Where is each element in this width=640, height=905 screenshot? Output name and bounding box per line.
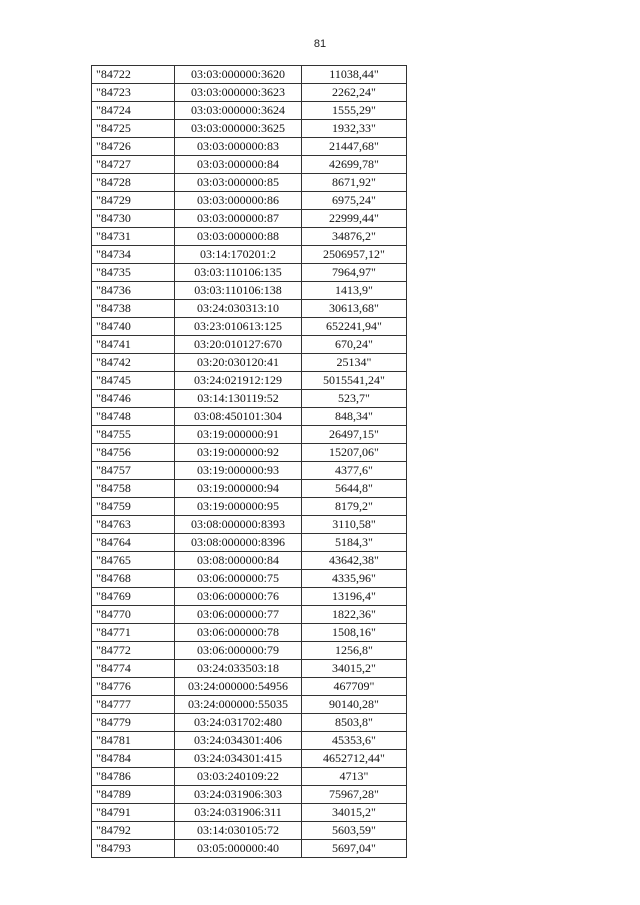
value-cell: 2262,24" xyxy=(302,84,407,102)
record-number-cell: "84789 xyxy=(92,786,175,804)
registry-table xyxy=(91,65,407,858)
record-number-cell: "84738 xyxy=(92,300,175,318)
value-cell: 1932,33" xyxy=(302,120,407,138)
value-cell: 523,7" xyxy=(302,390,407,408)
cadastral-number-cell: 03:24:000000:55035 xyxy=(175,696,302,714)
value-cell: 8503,8" xyxy=(302,714,407,732)
cadastral-number-cell: 03:20:010127:670 xyxy=(175,336,302,354)
table-row xyxy=(92,732,407,750)
value-cell: 8179,2" xyxy=(302,498,407,516)
record-number-cell: "84746 xyxy=(92,390,175,408)
record-number-cell: "84777 xyxy=(92,696,175,714)
record-number-cell: "84763 xyxy=(92,516,175,534)
table-row xyxy=(92,498,407,516)
record-number-cell: "84742 xyxy=(92,354,175,372)
record-number-cell: "84770 xyxy=(92,606,175,624)
value-cell: 90140,28" xyxy=(302,696,407,714)
record-number-cell: "84771 xyxy=(92,624,175,642)
table-row xyxy=(92,660,407,678)
cadastral-number-cell: 03:08:000000:84 xyxy=(175,552,302,570)
record-number-cell: "84740 xyxy=(92,318,175,336)
record-number-cell: "84757 xyxy=(92,462,175,480)
cadastral-number-cell: 03:03:000000:87 xyxy=(175,210,302,228)
value-cell: 652241,94" xyxy=(302,318,407,336)
cadastral-number-cell: 03:24:030313:10 xyxy=(175,300,302,318)
page-number: 81 xyxy=(313,38,327,50)
value-cell: 4713" xyxy=(302,768,407,786)
cadastral-number-cell: 03:24:033503:18 xyxy=(175,660,302,678)
cadastral-number-cell: 03:03:240109:22 xyxy=(175,768,302,786)
table-row xyxy=(92,318,407,336)
table-row xyxy=(92,246,407,264)
record-number-cell: "84755 xyxy=(92,426,175,444)
table-row xyxy=(92,786,407,804)
value-cell: 13196,4" xyxy=(302,588,407,606)
registry-table-body xyxy=(92,66,407,858)
table-row xyxy=(92,822,407,840)
record-number-cell: "84772 xyxy=(92,642,175,660)
value-cell: 26497,15" xyxy=(302,426,407,444)
value-cell: 6975,24" xyxy=(302,192,407,210)
cadastral-number-cell: 03:19:000000:94 xyxy=(175,480,302,498)
record-number-cell: "84723 xyxy=(92,84,175,102)
table-row xyxy=(92,228,407,246)
value-cell: 5184,3" xyxy=(302,534,407,552)
record-number-cell: "84741 xyxy=(92,336,175,354)
cadastral-number-cell: 03:14:130119:52 xyxy=(175,390,302,408)
table-row xyxy=(92,192,407,210)
table-row xyxy=(92,480,407,498)
value-cell: 2506957,12" xyxy=(302,246,407,264)
value-cell: 5644,8" xyxy=(302,480,407,498)
record-number-cell: "84786 xyxy=(92,768,175,786)
cadastral-number-cell: 03:06:000000:76 xyxy=(175,588,302,606)
record-number-cell: "84725 xyxy=(92,120,175,138)
table-row xyxy=(92,804,407,822)
cadastral-number-cell: 03:03:000000:88 xyxy=(175,228,302,246)
table-row xyxy=(92,696,407,714)
value-cell: 11038,44" xyxy=(302,66,407,84)
table-row xyxy=(92,156,407,174)
value-cell: 43642,38" xyxy=(302,552,407,570)
value-cell: 8671,92" xyxy=(302,174,407,192)
cadastral-number-cell: 03:20:030120:41 xyxy=(175,354,302,372)
record-number-cell: "84759 xyxy=(92,498,175,516)
cadastral-number-cell: 03:24:021912:129 xyxy=(175,372,302,390)
table-row xyxy=(92,678,407,696)
cadastral-number-cell: 03:19:000000:93 xyxy=(175,462,302,480)
record-number-cell: "84768 xyxy=(92,570,175,588)
cadastral-number-cell: 03:03:110106:138 xyxy=(175,282,302,300)
record-number-cell: "84769 xyxy=(92,588,175,606)
value-cell: 1555,29" xyxy=(302,102,407,120)
record-number-cell: "84729 xyxy=(92,192,175,210)
record-number-cell: "84774 xyxy=(92,660,175,678)
table-row xyxy=(92,588,407,606)
record-number-cell: "84793 xyxy=(92,840,175,858)
table-row xyxy=(92,102,407,120)
table-row xyxy=(92,750,407,768)
record-number-cell: "84731 xyxy=(92,228,175,246)
table-row xyxy=(92,354,407,372)
record-number-cell: "84779 xyxy=(92,714,175,732)
table-row xyxy=(92,174,407,192)
record-number-cell: "84781 xyxy=(92,732,175,750)
value-cell: 848,34" xyxy=(302,408,407,426)
cadastral-number-cell: 03:08:000000:8393 xyxy=(175,516,302,534)
cadastral-number-cell: 03:03:000000:83 xyxy=(175,138,302,156)
value-cell: 1508,16" xyxy=(302,624,407,642)
cadastral-number-cell: 03:03:000000:85 xyxy=(175,174,302,192)
value-cell: 21447,68" xyxy=(302,138,407,156)
value-cell: 4377,6" xyxy=(302,462,407,480)
cadastral-number-cell: 03:03:000000:3620 xyxy=(175,66,302,84)
value-cell: 15207,06" xyxy=(302,444,407,462)
table-row xyxy=(92,264,407,282)
table-row xyxy=(92,336,407,354)
value-cell: 1256,8" xyxy=(302,642,407,660)
record-number-cell: "84792 xyxy=(92,822,175,840)
value-cell: 5015541,24" xyxy=(302,372,407,390)
cadastral-number-cell: 03:05:000000:40 xyxy=(175,840,302,858)
cadastral-number-cell: 03:14:170201:2 xyxy=(175,246,302,264)
value-cell: 75967,28" xyxy=(302,786,407,804)
cadastral-number-cell: 03:03:000000:3624 xyxy=(175,102,302,120)
cadastral-number-cell: 03:24:034301:406 xyxy=(175,732,302,750)
record-number-cell: "84722 xyxy=(92,66,175,84)
record-number-cell: "84756 xyxy=(92,444,175,462)
value-cell: 30613,68" xyxy=(302,300,407,318)
value-cell: 22999,44" xyxy=(302,210,407,228)
table-row xyxy=(92,390,407,408)
record-number-cell: "84784 xyxy=(92,750,175,768)
record-number-cell: "84730 xyxy=(92,210,175,228)
record-number-cell: "84726 xyxy=(92,138,175,156)
cadastral-number-cell: 03:19:000000:91 xyxy=(175,426,302,444)
cadastral-number-cell: 03:03:000000:84 xyxy=(175,156,302,174)
cadastral-number-cell: 03:06:000000:77 xyxy=(175,606,302,624)
value-cell: 7964,97" xyxy=(302,264,407,282)
record-number-cell: "84764 xyxy=(92,534,175,552)
value-cell: 45353,6" xyxy=(302,732,407,750)
table-row xyxy=(92,210,407,228)
value-cell: 42699,78" xyxy=(302,156,407,174)
record-number-cell: "84745 xyxy=(92,372,175,390)
value-cell: 34876,2" xyxy=(302,228,407,246)
table-row xyxy=(92,714,407,732)
record-number-cell: "84765 xyxy=(92,552,175,570)
value-cell: 467709" xyxy=(302,678,407,696)
cadastral-number-cell: 03:19:000000:95 xyxy=(175,498,302,516)
record-number-cell: "84758 xyxy=(92,480,175,498)
table-row xyxy=(92,462,407,480)
record-number-cell: "84736 xyxy=(92,282,175,300)
record-number-cell: "84734 xyxy=(92,246,175,264)
table-row xyxy=(92,84,407,102)
table-row xyxy=(92,840,407,858)
table-row xyxy=(92,642,407,660)
record-number-cell: "84728 xyxy=(92,174,175,192)
cadastral-number-cell: 03:24:031906:311 xyxy=(175,804,302,822)
table-row xyxy=(92,282,407,300)
cadastral-number-cell: 03:06:000000:75 xyxy=(175,570,302,588)
cadastral-number-cell: 03:06:000000:78 xyxy=(175,624,302,642)
cadastral-number-cell: 03:03:000000:86 xyxy=(175,192,302,210)
cadastral-number-cell: 03:24:034301:415 xyxy=(175,750,302,768)
cadastral-number-cell: 03:19:000000:92 xyxy=(175,444,302,462)
table-row xyxy=(92,372,407,390)
value-cell: 3110,58" xyxy=(302,516,407,534)
cadastral-number-cell: 03:14:030105:72 xyxy=(175,822,302,840)
cadastral-number-cell: 03:24:000000:54956 xyxy=(175,678,302,696)
cadastral-number-cell: 03:24:031906:303 xyxy=(175,786,302,804)
cadastral-number-cell: 03:03:000000:3623 xyxy=(175,84,302,102)
cadastral-number-cell: 03:24:031702:480 xyxy=(175,714,302,732)
record-number-cell: "84727 xyxy=(92,156,175,174)
table-row xyxy=(92,300,407,318)
record-number-cell: "84735 xyxy=(92,264,175,282)
value-cell: 1822,36" xyxy=(302,606,407,624)
table-row xyxy=(92,624,407,642)
cadastral-number-cell: 03:08:450101:304 xyxy=(175,408,302,426)
value-cell: 4335,96" xyxy=(302,570,407,588)
value-cell: 1413,9" xyxy=(302,282,407,300)
table-row xyxy=(92,444,407,462)
table-row xyxy=(92,138,407,156)
table-row xyxy=(92,408,407,426)
value-cell: 670,24" xyxy=(302,336,407,354)
table-row xyxy=(92,426,407,444)
value-cell: 4652712,44" xyxy=(302,750,407,768)
table-row xyxy=(92,534,407,552)
value-cell: 5603,59" xyxy=(302,822,407,840)
value-cell: 34015,2" xyxy=(302,660,407,678)
cadastral-number-cell: 03:06:000000:79 xyxy=(175,642,302,660)
cadastral-number-cell: 03:23:010613:125 xyxy=(175,318,302,336)
table-row xyxy=(92,552,407,570)
record-number-cell: "84724 xyxy=(92,102,175,120)
table-row xyxy=(92,606,407,624)
cadastral-number-cell: 03:03:110106:135 xyxy=(175,264,302,282)
table-row xyxy=(92,768,407,786)
table-row xyxy=(92,66,407,84)
table-row xyxy=(92,570,407,588)
record-number-cell: "84776 xyxy=(92,678,175,696)
cadastral-number-cell: 03:03:000000:3625 xyxy=(175,120,302,138)
value-cell: 5697,04" xyxy=(302,840,407,858)
record-number-cell: "84791 xyxy=(92,804,175,822)
cadastral-number-cell: 03:08:000000:8396 xyxy=(175,534,302,552)
value-cell: 25134" xyxy=(302,354,407,372)
table-row xyxy=(92,120,407,138)
value-cell: 34015,2" xyxy=(302,804,407,822)
record-number-cell: "84748 xyxy=(92,408,175,426)
table-row xyxy=(92,516,407,534)
